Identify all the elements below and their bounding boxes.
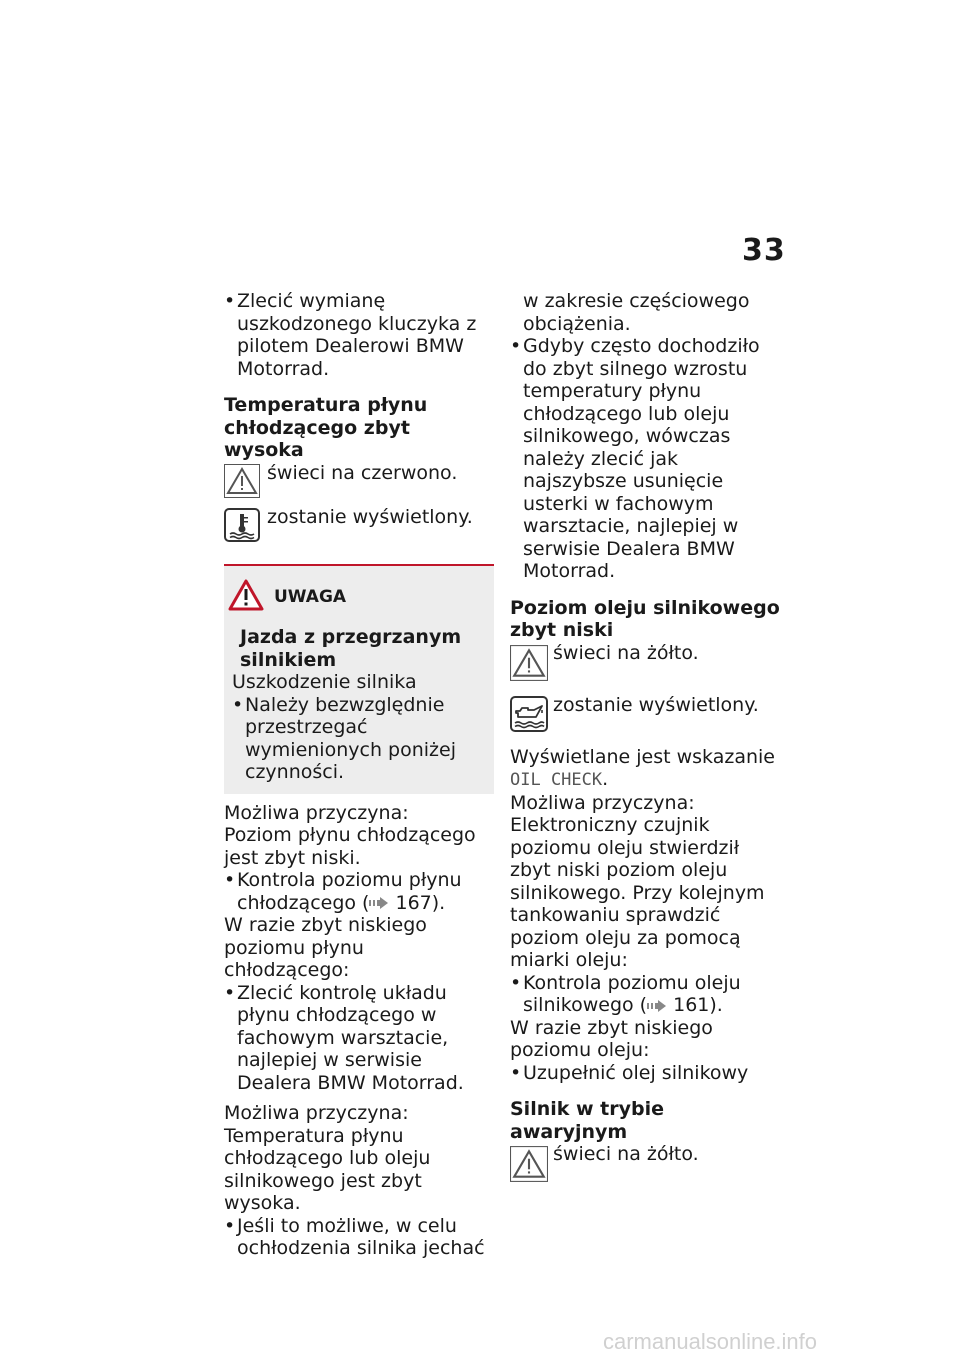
cause-low-text: W razie zbyt niskiego poziomu płynu chłodzącego:	[224, 914, 427, 981]
warning-lamp-text: świeci na czerwono.	[267, 461, 458, 484]
warning-box	[224, 564, 494, 794]
emergency-lamp-row	[510, 1143, 782, 1187]
coolant-symbol-text: zostanie wyświetlony.	[267, 505, 473, 528]
oil-heading: Poziom oleju silnikowego zbyt niski	[510, 596, 780, 641]
cause-text: Elektroniczny czujnik poziomu oleju stwierdził zbyt niski poziom oleju silnikowego. Przy kolejnym tankowaniu sprawdzić poziom oleju za pomocą miarki oleju:	[510, 814, 765, 971]
display-text: Wyświetlane jest wskazanie	[510, 745, 775, 768]
emergency-lamp-text: świeci na żółto.	[553, 1143, 699, 1165]
list-item: • Zlecić wymianę uszkodzonego kluczyka z pilotem Dealerowi BMW Motorrad.	[224, 290, 494, 380]
oil-lamp-row	[510, 642, 782, 686]
continued-text: w zakresie częściowego obciążenia.	[523, 290, 750, 335]
coolant-symbol-row	[224, 506, 494, 550]
list-item: • Uzupełnić olej silnikowy	[510, 1062, 782, 1085]
page-reference[interactable]: 161).	[667, 994, 723, 1016]
oil-lamp-text: świeci na żółto.	[553, 641, 699, 664]
bullet-text: Kontrola poziomu płynu chłodzącego (	[237, 869, 462, 914]
list-item	[510, 972, 782, 1017]
list-item: • Zlecić kontrolę układu płynu chłodzącego w fachowym warsztacie, najlepiej w serwisie Dealera BMW Motorrad.	[224, 982, 494, 1095]
cause-label: Możliwa przyczyna:	[224, 801, 409, 824]
emergency-heading: Silnik w trybie awaryjnym	[510, 1098, 665, 1143]
oil-display-text: Wyświetlane jest wskazanie OIL CHECK.	[510, 745, 775, 790]
list-item: • Jeśli to możliwe, w celu ochłodzenia silnika jechać	[224, 1215, 494, 1260]
list-item	[224, 869, 494, 914]
oil-low-text: W razie zbyt niskiego poziomu oleju:	[510, 1016, 713, 1061]
warning-title	[274, 586, 486, 609]
warning-lamp-row	[224, 462, 494, 506]
bullet-text: Kontrola poziomu oleju silnikowego (	[523, 971, 741, 1016]
footer-watermark: carmanualsonline.info	[603, 1329, 818, 1354]
page-reference-arrow-icon[interactable]	[369, 897, 389, 909]
cause-text: Temperatura płynu chłodzącego lub oleju silnikowego jest zbyt wysoka.	[224, 1124, 431, 1214]
warning-bullet: • Należy bezwzględnie przestrzegać wymienionych poniżej czynności.	[232, 694, 486, 784]
oil-symbol-row	[510, 694, 782, 738]
page-reference[interactable]: 167).	[389, 891, 446, 914]
oil-check-code: OIL CHECK	[510, 770, 603, 790]
coolant-temperature-icon	[224, 508, 260, 542]
oil-symbol-text: zostanie wyświetlony.	[553, 693, 759, 716]
warning-text: Uszkodzenie silnika	[232, 671, 417, 693]
warning-triangle-icon	[510, 1145, 548, 1183]
list-item: • Gdyby często dochodziło do zbyt silnego wzrostu temperatury płynu chłodzącego lub oleju silnikowego, wówczas należy zlecić jak najszybsze usunięcie usterki w fachowym warsztacie, najlepiej w serwisie Dealera BMW Motorrad.	[510, 335, 782, 583]
coolant-heading: Temperatura płynu chłodzącego zbyt wysoka	[224, 394, 428, 461]
cause-text: Poziom płynu chłodzącego jest zbyt niski.	[224, 824, 476, 869]
left-column	[224, 290, 494, 1260]
warning-label: UWAGA	[274, 586, 347, 607]
warning-triangle-icon	[510, 644, 548, 682]
cause-label: Możliwa przyczyna:	[224, 1102, 409, 1124]
warning-heading: Jazda z przegrzanym silnikiem	[240, 626, 462, 671]
page-number: 33	[742, 233, 786, 268]
cause-label: Możliwa przyczyna:	[510, 791, 695, 814]
warning-triangle-icon	[224, 464, 260, 498]
page-reference-arrow-icon[interactable]	[647, 1000, 667, 1012]
oil-can-icon	[510, 696, 548, 732]
warning-triangle-icon	[228, 579, 264, 611]
right-column	[510, 290, 782, 1187]
